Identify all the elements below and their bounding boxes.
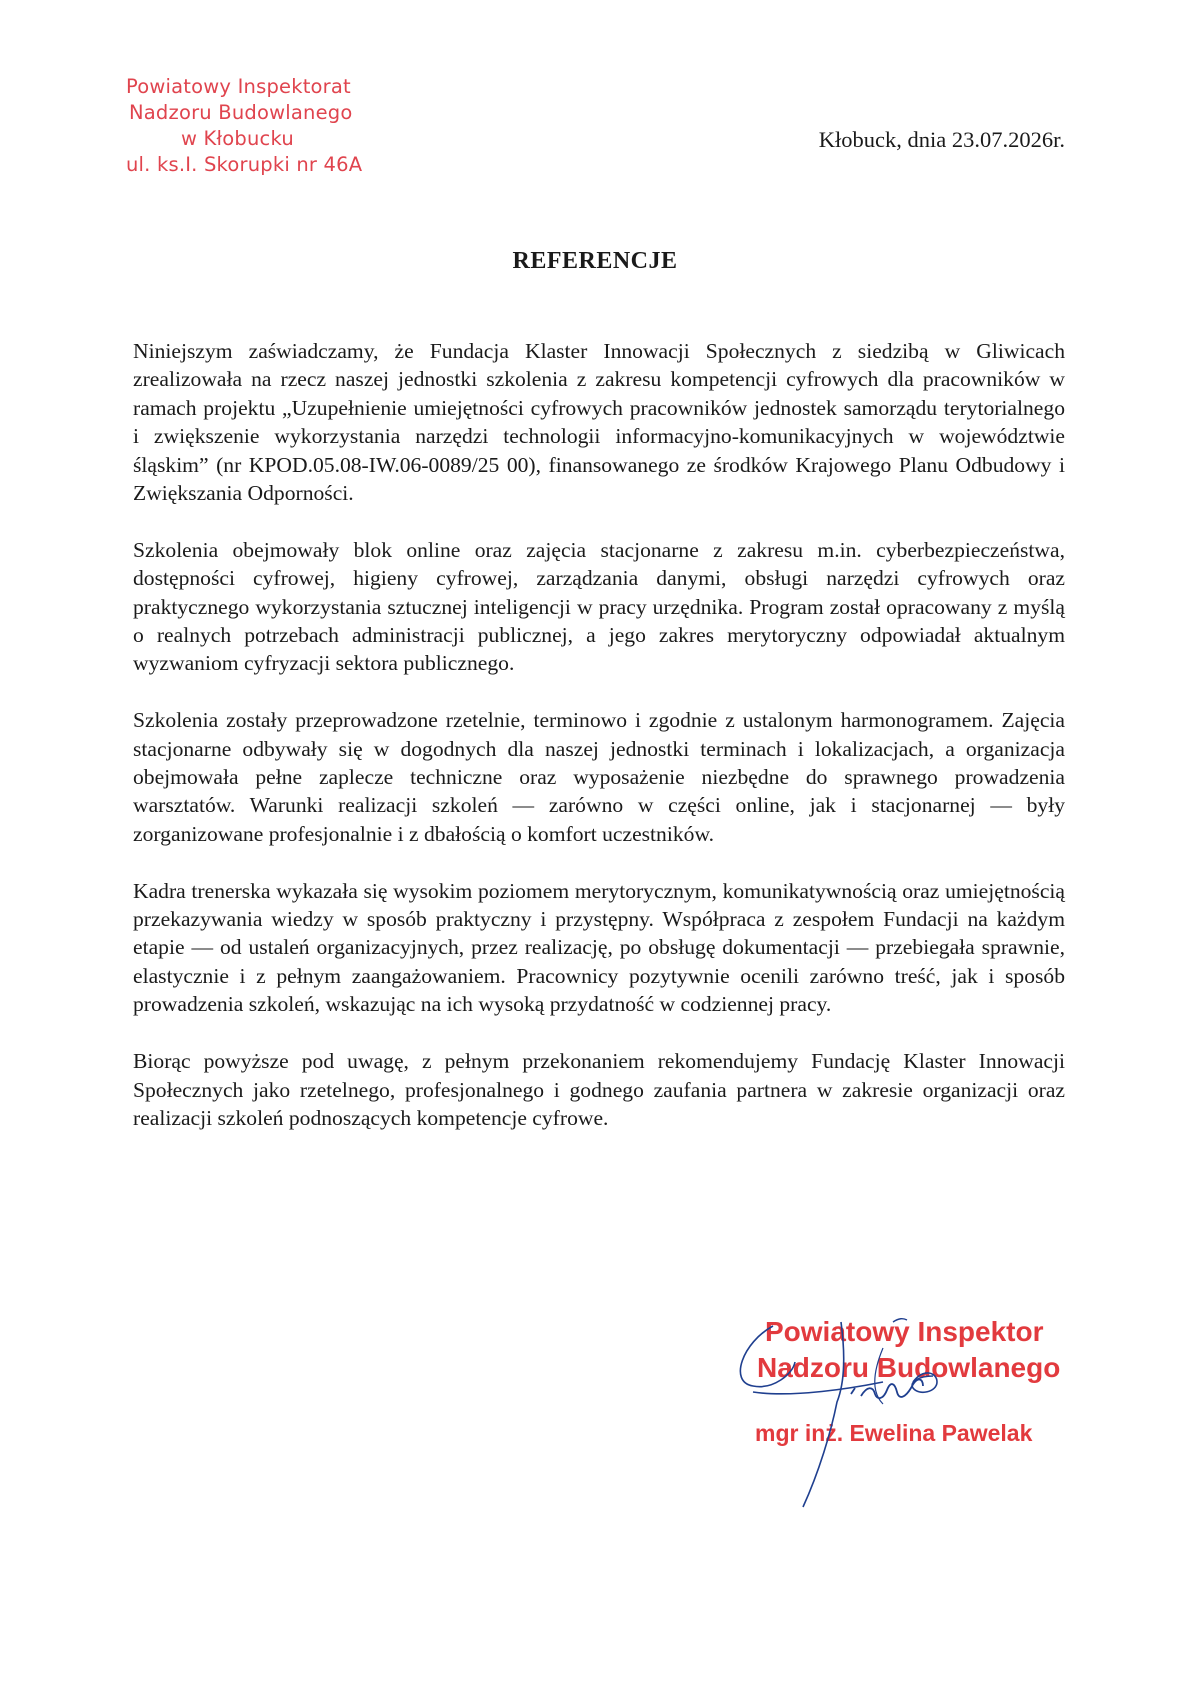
paragraph: Szkolenia zostały przeprowadzone rzetelnie, terminowo i zgodnie z ustalonym harmonogramem. Zajęcia stacjonarne odbywały się w dogodnych dla naszej jednostki terminach i lokalizacjach, a organizacja obejmowała pełne zaplecze techniczne oraz wyposażenie niezbędne do sprawnego prowadzenia warsztatów. Warunki realizacji szkoleń — zarówno w części online, jak i stacjonarnej — były zorganizowane profesjonalnie i z dbałością o komfort uczestników.	[133, 708, 1065, 846]
document-body	[133, 337, 1065, 1161]
paragraph: Szkolenia obejmowały blok online oraz zajęcia stacjonarne z zakresu m.in. cyberbezpieczeństwa, dostępności cyfrowej, higieny cyfrowej, zarządzania danymi, obsługi narzędzi cyfrowych oraz praktycznego wykorzystania sztucznej inteligencji w pracy urzędnika. Program został opracowany z myślą o realnych potrzebach administracji publicznej, a jego zakres merytoryczny odpowiadał aktualnym wyzwaniom cyfryzacji sektora publicznego.	[133, 537, 1065, 676]
signature-stamp-name: mgr inż. Ewelina Pawelak	[755, 1420, 1033, 1446]
paragraph: Kadra trenerska wykazała się wysokim poziomem merytorycznym, komunikatywnością oraz umiejętnością przekazywania wiedzy w sposób praktyczny i przystępny. Współpraca z zespołem Fundacji na każdym etapie — od ustaleń organizacyjnych, przez realizację, po obsługę dokumentacji — przebiegała sprawnie, elastycznie i z pełnym zaangażowaniem. Pracownicy pozytywnie ocenili zarówno treść, jak i sposób prowadzenia szkoleń, wskazując na ich wysoką przydatność w codziennej pracy.	[133, 878, 1065, 1017]
paragraph: Biorąc powyższe pod uwagę, z pełnym przekonaniem rekomendujemy Fundację Klaster Innowacji Społecznych jako rzetelnego, profesjonalnego i godnego zaufania partnera w zakresie organizacji oraz realizacji szkoleń podnoszących kompetencje cyfrowe.	[133, 1049, 1065, 1130]
signature-stamp-title: Powiatowy Inspektor	[765, 1316, 1044, 1347]
paragraph: Niniejszym zaświadczamy, że Fundacja Klaster Innowacji Społecznych z siedzibą w Gliwicach zrealizowała na rzecz naszej jednostki szkolenia z zakresu kompetencji cyfrowych dla pracowników w ramach projektu „Uzupełnienie umiejętności cyfrowych pracowników jednostek samorządu terytorialnego i zwiększenie wykorzystania narzędzi technologii informacyjno-komunikacyjnych w województwie śląskim” (nr KPOD.05.08-IW.06-0089/25 00), finansowanego ze środków Krajowego Planu Odbudowy i Zwiększania Odporności.	[133, 339, 1065, 506]
stamp-line-institution: Powiatowy Inspektorat	[126, 75, 351, 98]
signature-stamp-department: Nadzoru Budowlanego	[757, 1352, 1061, 1383]
handwritten-signature	[733, 1312, 1063, 1522]
stamp-line-department: Nadzoru Budowlanego	[129, 101, 353, 124]
stamp-line-address: ul. ks.I. Skorupki nr 46A	[126, 153, 363, 176]
signature-stamp	[733, 1312, 1063, 1522]
stamp-line-city: w Kłobucku	[181, 127, 294, 150]
document-title: REFERENCJE	[512, 248, 678, 274]
institution-stamp	[126, 74, 386, 178]
document-date: Kłobuck, dnia 23.07.2026r.	[818, 127, 1065, 152]
